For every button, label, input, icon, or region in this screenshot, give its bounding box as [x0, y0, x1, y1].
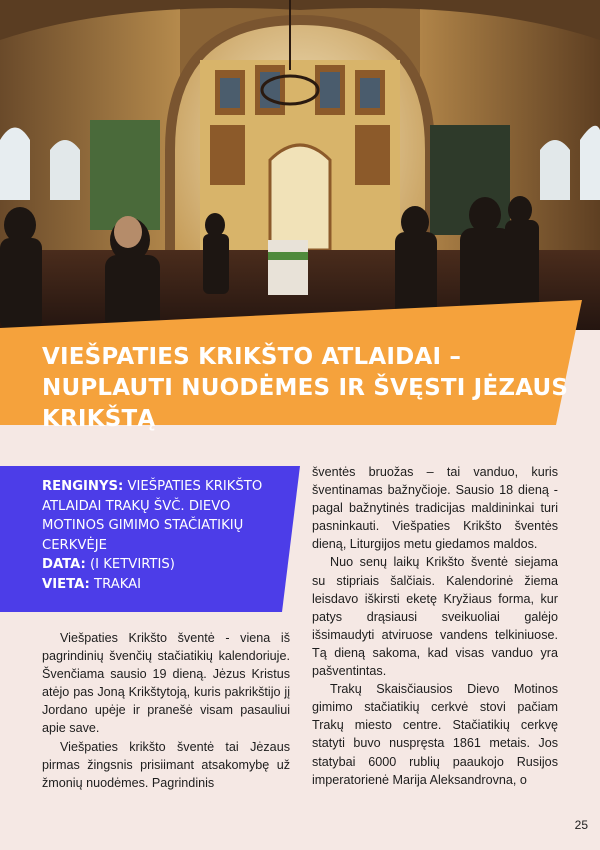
left-column: [42, 629, 290, 792]
left-paragraph-1: Viešpaties Krikšto šventė - viena iš pagrindinių švenčių stačiatikių kalendoriuje. Švenčiama sausio 19 dieną. Jėzus Kristus atėjo pas Joną Krikštytoją, kuris pakrikštijo jį Jordano upėje ir pranešė visam pasauliui apie save.: [42, 631, 290, 736]
event-label: RENGINYS:: [42, 479, 124, 494]
date-value: (I KETVIRTIS): [90, 557, 175, 573]
date-label: DATA:: [42, 557, 86, 573]
right-paragraph-1: šventės bruožas – tai vanduo, kuris šventinamas bažnyčioje. Sausio 18 dieną - pagal bažnytinės tradicijas maldininkai turi pasninkauti. Viešpaties Krikšto šventės dieną, Liturgijos metu giedamos maldos.: [312, 465, 558, 552]
left-paragraph-2: Viešpaties krikšto šventė tai Jėzaus pirmas žingsnis prisiimant atsakomybę už žmonių nuodėmes. Pagrindinis: [42, 739, 290, 790]
right-paragraph-3: Trakų Skaisčiausios Dievo Motinos gimimo stačiatikių cerkvė stovi pačiam Trakų miesto centre. Stačiatikių cerkvę statyti buvo nuspręsta 1861 metais. Jos statybai 6000 rublių paaukojo Rusijos imperatorienė Marija Aleksandrovna, o: [312, 682, 558, 787]
event-value: VIEŠPATIES KRIKŠTO ATLAIDAI TRAKŲ ŠVČ. DIEVO MOTINOS GIMIMO STAČIATIKIŲ CERKVĖJE: [42, 479, 263, 553]
title-banner: [0, 300, 600, 432]
right-column: [312, 463, 558, 789]
place-value: TRAKAI: [94, 576, 142, 592]
event-info-text: [42, 477, 280, 595]
church-interior-photo: [0, 0, 600, 330]
event-info-box: [0, 466, 300, 612]
place-label: VIETA:: [42, 576, 90, 592]
article-title: VIEŠPATIES KRIKŠTO ATLAIDAI – NUPLAUTI NUODĖMES IR ŠVĘSTI JĖZAUS KRIKŠTĄ: [42, 344, 569, 432]
page-number: 25: [574, 818, 588, 832]
right-paragraph-2: Nuo senų laikų Krikšto šventė siejama su stipriais šalčiais. Kalendorinė žiema leisdavo iškirsti eketę Kryžiaus forma, kur patys drąsiausi sveikuoliai galėjo išsimaudyti atviruose vandens telkiniuose. Tą dieną sakoma, kad visas vanduo yra pašventintas.: [312, 555, 558, 679]
